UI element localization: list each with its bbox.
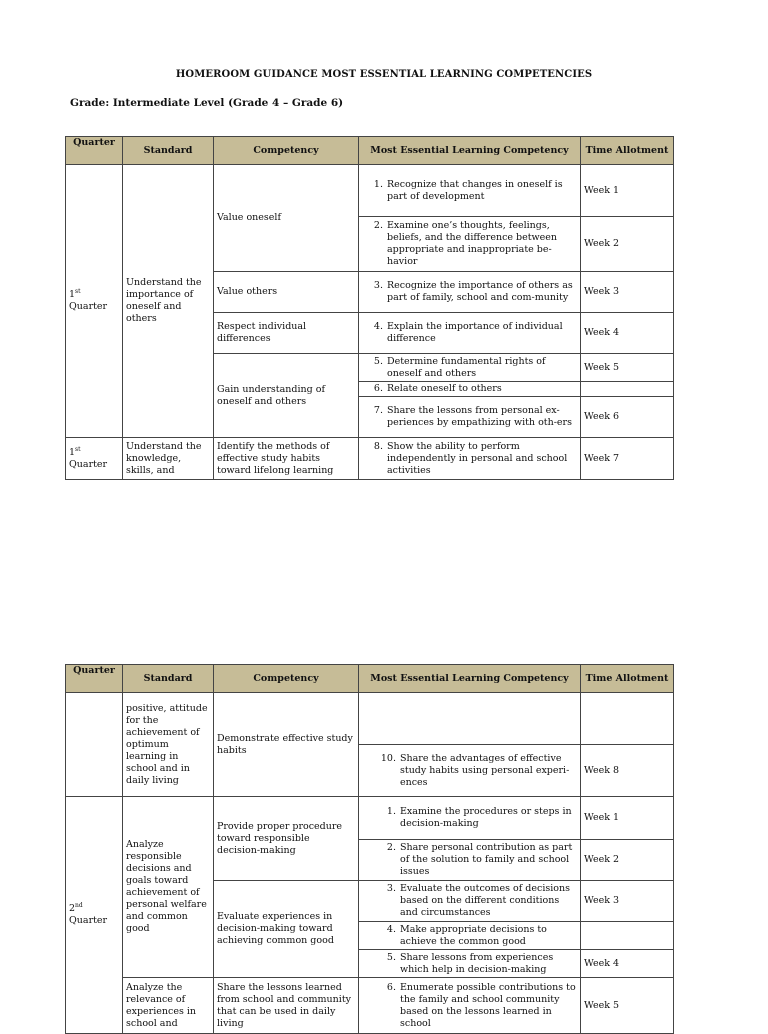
quarter-cell: 2nd Quarter <box>66 797 123 1034</box>
time-cell: Week 3 <box>581 272 674 313</box>
competency-cell: Value oneself <box>214 165 359 272</box>
table-row <box>66 978 674 1034</box>
competency-table-1 <box>65 136 674 480</box>
table-header-row <box>66 665 674 693</box>
competency-cell: Gain understanding of oneself and others <box>214 354 359 438</box>
header-time-allotment: Time Allotment <box>581 665 674 693</box>
melc-cell: 3. Recognize the importance of others as part of family, school and com-munity <box>359 272 581 313</box>
competency-cell: Demonstrate effective study habits <box>214 693 359 797</box>
table-row <box>66 165 674 217</box>
competency-cell: Identify the methods of effective study habits toward lifelong learning <box>214 438 359 480</box>
header-melc: Most Essential Learning Competency <box>359 137 581 165</box>
header-quarter: Quarter <box>66 665 123 693</box>
melc-cell: 2. Share personal contribution as part of the solution to family and school issues <box>359 840 581 881</box>
header-standard: Standard <box>123 665 214 693</box>
quarter-cell: 1st Quarter <box>66 165 123 438</box>
table-header-row <box>66 137 674 165</box>
competency-cell: Provide proper procedure toward responsible decision-making <box>214 797 359 881</box>
competency-cell: Evaluate experiences in decision-making toward achieving common good <box>214 881 359 978</box>
standard-cell: positive, attitude for the achievement of optimum learning in school and in daily living <box>123 693 214 797</box>
standard-cell: Analyze responsible decisions and goals toward achievement of personal welfare and common good <box>123 797 214 978</box>
header-standard: Standard <box>123 137 214 165</box>
standard-cell: Understand the importance of oneself and others <box>123 165 214 438</box>
melc-cell <box>359 693 581 745</box>
time-cell: Week 2 <box>581 217 674 272</box>
time-cell <box>581 922 674 950</box>
quarter-cell: 1st Quarter <box>66 438 123 480</box>
melc-cell: 10. Share the advantages of effective study habits using personal experi-ences <box>359 745 581 797</box>
standard-cell: Understand the knowledge, skills, and <box>123 438 214 480</box>
time-cell: Week 4 <box>581 313 674 354</box>
header-time-allotment: Time Allotment <box>581 137 674 165</box>
melc-cell: 4. Make appropriate decisions to achieve the common good <box>359 922 581 950</box>
competency-cell: Value others <box>214 272 359 313</box>
table-row <box>66 693 674 745</box>
time-cell: Week 2 <box>581 840 674 881</box>
melc-cell: 5. Share lessons from experiences which help in decision-making <box>359 950 581 978</box>
competency-cell: Respect individual differences <box>214 313 359 354</box>
time-cell: Week 8 <box>581 745 674 797</box>
time-cell: Week 1 <box>581 165 674 217</box>
competency-table-2 <box>65 664 674 1034</box>
grade-level: Grade: Intermediate Level (Grade 4 – Grade 6) <box>70 97 344 109</box>
melc-cell: 1. Examine the procedures or steps in decision-making <box>359 797 581 840</box>
melc-cell: 1. Recognize that changes in oneself is part of development <box>359 165 581 217</box>
header-quarter: Quarter <box>66 137 123 165</box>
time-cell: Week 5 <box>581 978 674 1034</box>
melc-cell: 8. Show the ability to perform independently in personal and school activities <box>359 438 581 480</box>
melc-cell: 4. Explain the importance of individual difference <box>359 313 581 354</box>
quarter-cell <box>66 693 123 797</box>
melc-cell: 6. Relate oneself to others <box>359 382 581 397</box>
header-competency: Competency <box>214 137 359 165</box>
melc-cell: 3. Evaluate the outcomes of decisions based on the different conditions and circumstances <box>359 881 581 922</box>
header-melc: Most Essential Learning Competency <box>359 665 581 693</box>
melc-cell: 5. Determine fundamental rights of oneself and others <box>359 354 581 382</box>
table-row <box>66 438 674 480</box>
standard-cell: Analyze the relevance of experiences in school and <box>123 978 214 1034</box>
time-cell: Week 3 <box>581 881 674 922</box>
melc-cell: 6. Enumerate possible contributions to the family and school community based on the lessons learned in school <box>359 978 581 1034</box>
melc-cell: 7. Share the lessons from personal ex-periences by empathizing with oth-ers <box>359 397 581 438</box>
time-cell <box>581 693 674 745</box>
melc-cell: 2. Examine one’s thoughts, feelings, beliefs, and the difference between appropriate and inappropriate be-havior <box>359 217 581 272</box>
time-cell: Week 6 <box>581 397 674 438</box>
page-title: HOMEROOM GUIDANCE MOST ESSENTIAL LEARNING COMPETENCIES <box>175 69 593 80</box>
time-cell: Week 4 <box>581 950 674 978</box>
time-cell: Week 1 <box>581 797 674 840</box>
table-row <box>66 797 674 840</box>
competency-cell: Share the lessons learned from school and community that can be used in daily living <box>214 978 359 1034</box>
time-cell <box>581 382 674 397</box>
time-cell: Week 7 <box>581 438 674 480</box>
time-cell: Week 5 <box>581 354 674 382</box>
header-competency: Competency <box>214 665 359 693</box>
